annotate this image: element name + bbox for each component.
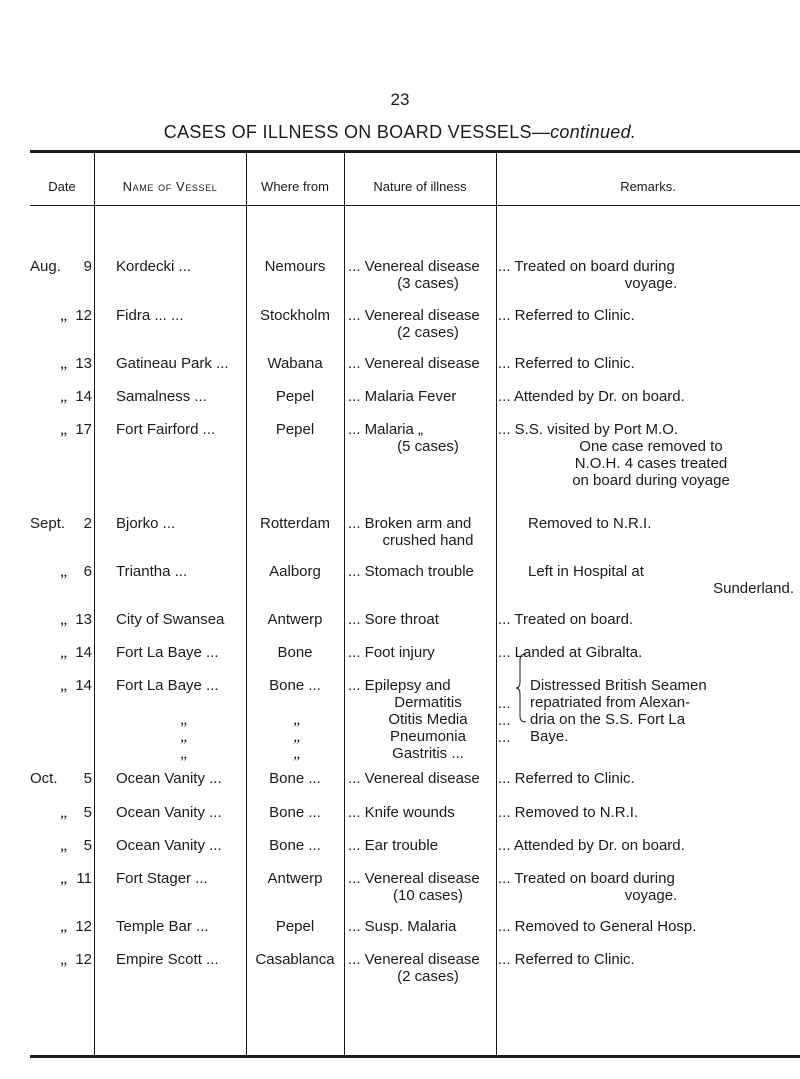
remarks-cell <box>498 515 794 532</box>
vessel-name: Temple Bar ... <box>116 918 209 935</box>
vessel-name: Fort La Baye ... <box>116 644 219 661</box>
header-illness: Nature of illness <box>373 179 467 194</box>
remarks-bracket <box>516 652 528 724</box>
remarks-leader-dots: ... <box>498 695 511 712</box>
vessel-name: Kordecki ... <box>116 258 192 275</box>
illness-cell <box>348 677 508 762</box>
vessel-name: Empire Scott ... <box>116 951 219 968</box>
illness-line: ... Knife wounds <box>348 804 455 821</box>
remarks-cell <box>498 258 794 292</box>
illness-line: crushed hand <box>382 532 474 549</box>
date-month: „ <box>60 870 69 887</box>
where-from: Nemours <box>264 258 326 275</box>
illness-cell <box>348 258 508 292</box>
remarks-cell <box>498 644 794 661</box>
date-day: 14 <box>75 644 92 661</box>
illness-line: ... Venereal disease <box>348 258 480 275</box>
where-from: Casablanca <box>255 951 335 968</box>
illness-line: ... Ear trouble <box>348 837 439 854</box>
illness-cell <box>348 870 508 904</box>
header-date: Date <box>48 179 76 194</box>
where-from: Pepel <box>275 421 315 438</box>
remarks-line: voyage. <box>624 887 678 904</box>
vessel-name: Ocean Vanity ... <box>116 837 222 854</box>
illness-cell <box>348 611 508 628</box>
vessel-name: Fidra ... ... <box>116 307 184 324</box>
vessel-name: Ocean Vanity ... <box>116 770 222 787</box>
date-month: „ <box>60 644 69 661</box>
date-month: „ <box>60 804 69 821</box>
date-day: 12 <box>75 307 92 324</box>
illness-line: ... Foot injury <box>348 644 435 661</box>
vessel-name: Fort Fairford ... <box>116 421 216 438</box>
vessel-name: Ocean Vanity ... <box>116 804 222 821</box>
where-from: Pepel <box>275 918 315 935</box>
illness-line: Dermatitis <box>394 694 462 711</box>
where-from: Bone ... <box>269 677 321 694</box>
illness-line: ... Sore throat <box>348 611 439 628</box>
date-day: 11 <box>76 870 92 887</box>
remarks-line: Removed to N.R.I. <box>528 515 652 532</box>
remarks-cell <box>498 770 794 787</box>
remarks-line: Sunderland. <box>713 580 794 597</box>
where-from: Bone ... <box>269 804 321 821</box>
remarks-line: ... Attended by Dr. on board. <box>498 388 685 405</box>
where-from: Pepel <box>275 388 315 405</box>
illness-line: (5 cases) <box>397 438 459 455</box>
remarks-leader-dots: ... <box>498 729 511 746</box>
remarks-cell <box>498 918 794 935</box>
remarks-line: dria on the S.S. Fort La <box>530 711 686 728</box>
date-month: „ <box>60 611 69 628</box>
title-suffix: —continued. <box>531 122 637 142</box>
vessel-name: City of Swansea <box>116 611 225 628</box>
remarks-cell <box>498 870 794 904</box>
illness-line: (2 cases) <box>397 968 459 985</box>
remarks-cell <box>498 611 794 628</box>
date-month: Sept. <box>30 515 66 532</box>
vessel-name: Gatineau Park ... <box>116 355 229 372</box>
header-from: Where from <box>261 179 329 194</box>
illness-line: ... Venereal disease <box>348 951 480 968</box>
from-ditto: „ <box>293 711 302 728</box>
date-month: „ <box>60 307 69 324</box>
page-title <box>0 122 800 143</box>
where-from: Aalborg <box>269 563 321 580</box>
illness-line: (10 cases) <box>392 887 464 904</box>
vessel-ditto: „ <box>180 711 189 728</box>
illness-line: ... Venereal disease <box>348 870 480 887</box>
date-day: 14 <box>75 677 92 694</box>
remarks-line: One case removed to <box>579 438 723 455</box>
date-month: „ <box>60 421 69 438</box>
illness-line: ... Malaria „ <box>348 421 424 438</box>
date-day: 9 <box>83 258 92 275</box>
where-from: Bone ... <box>269 837 321 854</box>
illness-line: ... Venereal disease <box>348 770 480 787</box>
date-day: 13 <box>75 355 92 372</box>
where-from: Antwerp <box>267 870 323 887</box>
remarks-line: ... Referred to Clinic. <box>498 307 635 324</box>
col-divider-3 <box>344 153 345 1055</box>
title-text: CASES OF ILLNESS ON BOARD VESSELS <box>163 122 532 142</box>
remarks-line: N.O.H. 4 cases treated <box>574 455 728 472</box>
where-from: Stockholm <box>259 307 331 324</box>
illness-line: ... Susp. Malaria <box>348 918 457 935</box>
remarks-line: Baye. <box>530 728 569 745</box>
remarks-line: ... Landed at Gibralta. <box>498 644 643 661</box>
date-month: „ <box>60 918 69 935</box>
from-ditto: „ <box>293 745 302 762</box>
remarks-cell <box>498 421 794 489</box>
header-rule <box>30 205 800 206</box>
illness-line: ... Stomach trouble <box>348 563 474 580</box>
illness-line: Gastritis ... <box>392 745 464 762</box>
date-day: 12 <box>75 918 92 935</box>
remarks-line: ... Referred to Clinic. <box>498 355 635 372</box>
remarks-line: ... Attended by Dr. on board. <box>498 837 685 854</box>
illness-line: ... Epilepsy and <box>348 677 451 694</box>
date-month: „ <box>60 951 69 968</box>
illness-cell <box>348 918 508 935</box>
where-from: Wabana <box>267 355 323 372</box>
date-day: 5 <box>83 770 92 787</box>
remarks-cell <box>498 388 794 405</box>
from-ditto: „ <box>293 728 302 745</box>
remarks-line: ... Treated on board. <box>498 611 634 628</box>
remarks-cell <box>498 677 794 745</box>
date-day: 2 <box>83 515 92 532</box>
illness-line: ... Broken arm and <box>348 515 472 532</box>
remarks-line: voyage. <box>624 275 678 292</box>
date-month: Oct. <box>30 770 58 787</box>
illness-cell <box>348 515 508 549</box>
date-month: „ <box>60 563 69 580</box>
bottom-rule <box>30 1055 800 1058</box>
header-vessel: Name of Vessel <box>122 179 218 194</box>
where-from: Antwerp <box>267 611 323 628</box>
date-month: Aug. <box>30 258 61 275</box>
remarks-line: ... Treated on board during <box>498 258 675 275</box>
date-day: 17 <box>75 421 92 438</box>
vessel-name: Triantha ... <box>116 563 188 580</box>
remarks-cell <box>498 837 794 854</box>
illness-line: Pneumonia <box>390 728 466 745</box>
illness-line: (3 cases) <box>397 275 459 292</box>
vessel-ditto: „ <box>180 745 189 762</box>
illness-line: Otitis Media <box>388 711 468 728</box>
remarks-cell <box>498 804 794 821</box>
remarks-leader-dots: ... <box>498 712 511 729</box>
vessel-name: Samalness ... <box>116 388 207 405</box>
remarks-line: ... Removed to N.R.I. <box>498 804 639 821</box>
illness-line: ... Venereal disease <box>348 307 480 324</box>
illness-cell <box>348 770 508 787</box>
remarks-cell <box>498 563 794 597</box>
illness-line: ... Malaria Fever <box>348 388 457 405</box>
date-month: „ <box>60 388 69 405</box>
vessel-name: Fort Stager ... <box>116 870 208 887</box>
remarks-line: Left in Hospital at <box>528 563 644 580</box>
remarks-cell <box>498 355 794 372</box>
date-day: 14 <box>75 388 92 405</box>
remarks-line: Distressed British Seamen <box>530 677 707 694</box>
top-rule <box>30 150 800 153</box>
remarks-line: repatriated from Alexan- <box>530 694 691 711</box>
where-from: Bone ... <box>269 770 321 787</box>
illness-cell <box>348 837 508 854</box>
date-month: „ <box>60 677 69 694</box>
remarks-cell <box>498 307 794 324</box>
date-month: „ <box>60 837 69 854</box>
illness-cell <box>348 355 508 372</box>
illness-cell <box>348 388 508 405</box>
vessel-ditto: „ <box>180 728 189 745</box>
vessel-name: Fort La Baye ... <box>116 677 219 694</box>
page-number: 23 <box>390 90 410 109</box>
remarks-line: on board during voyage <box>572 472 730 489</box>
date-day: 13 <box>75 611 92 628</box>
illness-cell <box>348 563 508 580</box>
vessel-name: Bjorko ... <box>116 515 176 532</box>
illness-cell <box>348 644 508 661</box>
remarks-line: ... Referred to Clinic. <box>498 951 635 968</box>
remarks-line: ... Removed to General Hosp. <box>498 918 697 935</box>
remarks-line: ... Treated on board during <box>498 870 675 887</box>
illness-cell <box>348 421 508 455</box>
illness-cell <box>348 307 508 341</box>
illness-table <box>30 150 800 1058</box>
date-month: „ <box>60 355 69 372</box>
illness-line: (2 cases) <box>397 324 459 341</box>
where-from: Rotterdam <box>259 515 331 532</box>
date-day: 12 <box>75 951 92 968</box>
remarks-line: ... S.S. visited by Port M.O. <box>498 421 679 438</box>
illness-line: ... Venereal disease <box>348 355 480 372</box>
illness-cell <box>348 951 508 985</box>
header-remarks: Remarks. <box>620 179 676 194</box>
date-day: 5 <box>83 804 92 821</box>
where-from: Bone <box>277 644 313 661</box>
remarks-line: ... Referred to Clinic. <box>498 770 635 787</box>
date-day: 6 <box>83 563 92 580</box>
illness-cell <box>348 804 508 821</box>
remarks-cell <box>498 951 794 968</box>
date-day: 5 <box>83 837 92 854</box>
